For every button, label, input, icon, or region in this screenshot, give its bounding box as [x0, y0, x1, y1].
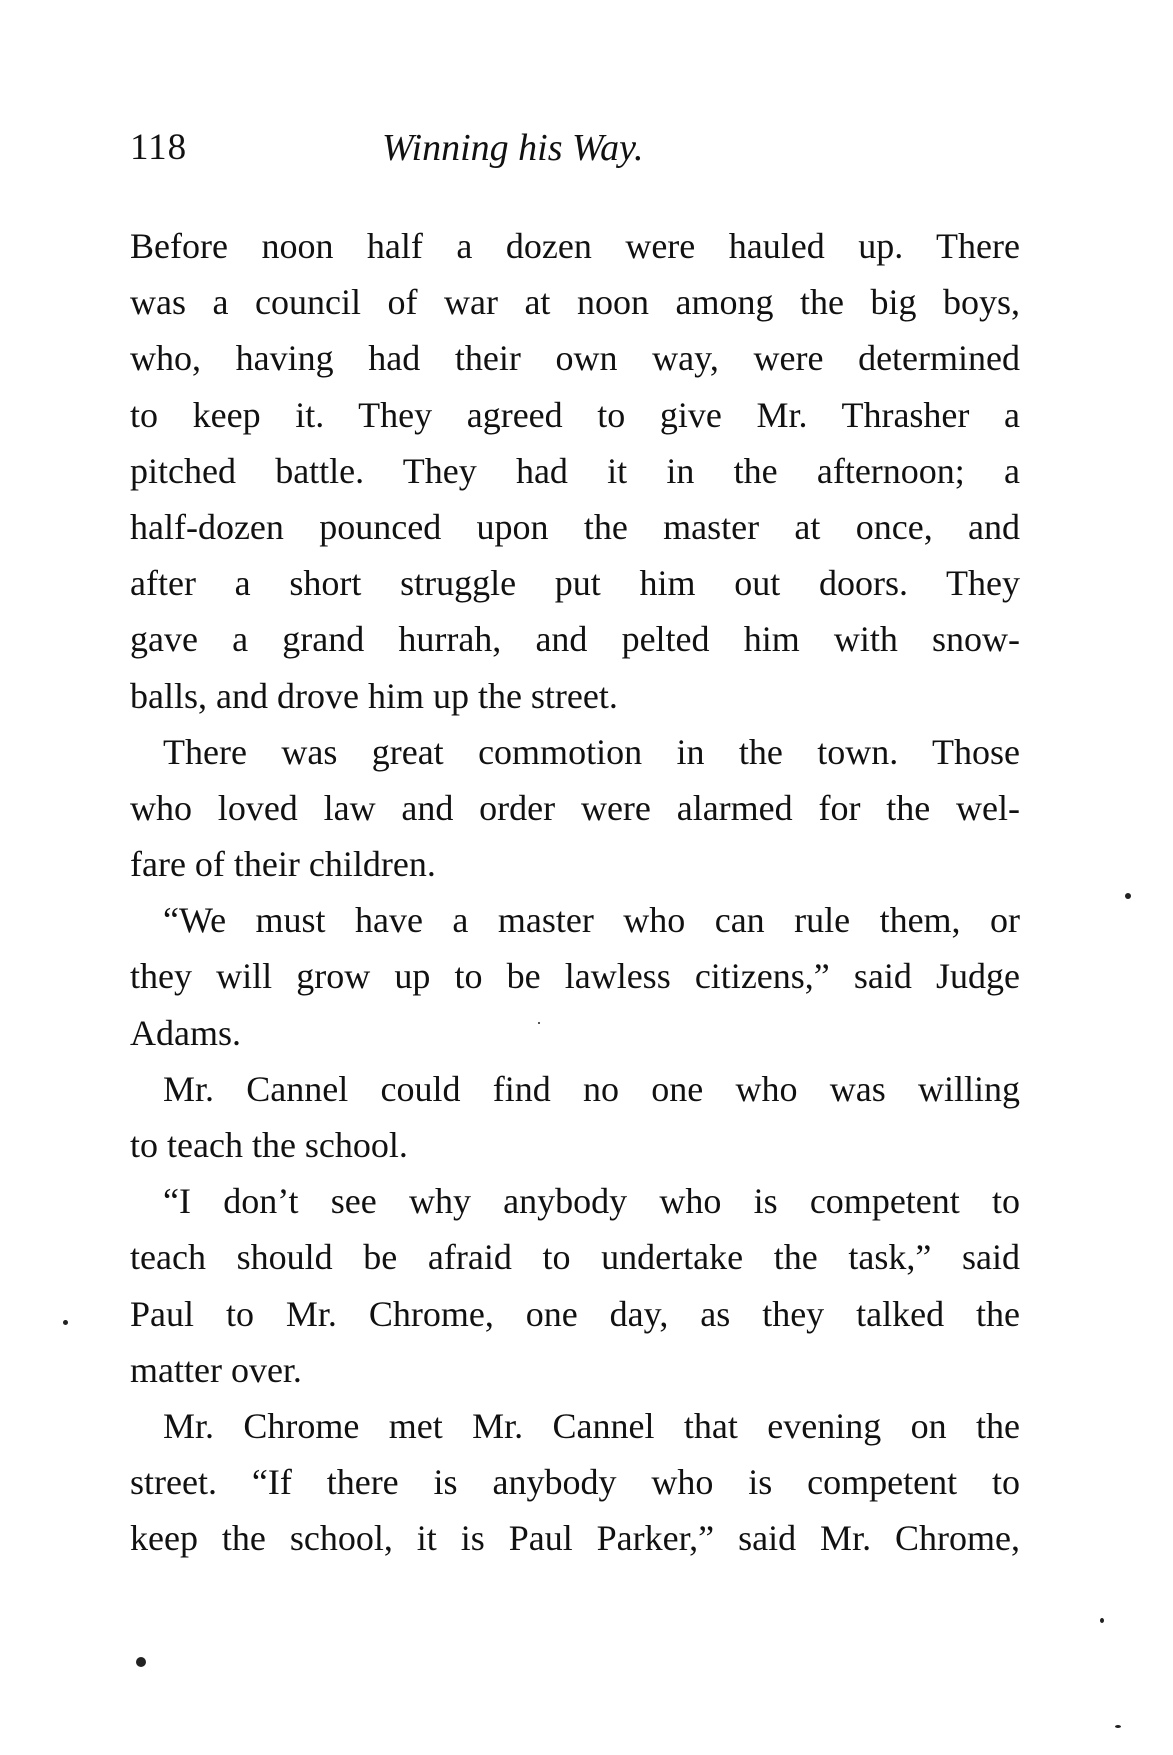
text-line: they will grow up to be lawless citizens,” said Judge	[130, 956, 1020, 997]
body-text	[130, 218, 1020, 1567]
text-line: Mr. Chrome met Mr. Cannel that evening on the	[163, 1405, 1020, 1446]
paragraph	[130, 892, 1020, 1061]
text-line: gave a grand hurrah, and pelted him with snow-	[130, 619, 1020, 660]
scan-speck	[538, 1022, 540, 1024]
text-line: Adams.	[130, 1012, 241, 1053]
text-line: Mr. Cannel could find no one who was willing	[163, 1068, 1020, 1109]
text-line: “I don’t see why anybody who is competent to	[163, 1181, 1020, 1222]
paragraph	[130, 1398, 1020, 1567]
text-line: half-dozen pounced upon the master at once, and	[130, 506, 1020, 547]
text-line: “We must have a master who can rule them, or	[163, 900, 1020, 941]
text-line: matter over.	[130, 1349, 302, 1390]
scan-speck	[63, 1320, 68, 1325]
text-line: street. “If there is anybody who is competent to	[130, 1462, 1020, 1503]
text-line: who, having had their own way, were determined	[130, 338, 1020, 379]
text-line: pitched battle. They had it in the afternoon; a	[130, 450, 1020, 491]
text-line: to keep it. They agreed to give Mr. Thrasher a	[130, 394, 1020, 435]
scan-speck	[136, 1657, 146, 1667]
running-title: Winning his Way.	[382, 127, 644, 169]
scan-speck	[1125, 893, 1131, 899]
text-line: who loved law and order were alarmed for the wel-	[130, 787, 1020, 828]
text-line: keep the school, it is Paul Parker,” said Mr. Chrome,	[130, 1518, 1020, 1559]
text-line: fare of their children.	[130, 844, 436, 885]
paragraph	[130, 724, 1020, 893]
text-line: to teach the school.	[130, 1125, 408, 1165]
text-line: Paul to Mr. Chrome, one day, as they talked the	[130, 1293, 1020, 1334]
page-number: 118	[130, 127, 188, 168]
paragraph	[130, 1061, 1020, 1173]
text-line: was a council of war at noon among the big boys,	[130, 282, 1020, 323]
text-line: balls, and drove him up the street.	[130, 675, 618, 716]
text-line: after a short struggle put him out doors. They	[130, 563, 1020, 604]
text-line: teach should be afraid to undertake the task,” said	[130, 1237, 1020, 1278]
page-header	[130, 126, 1020, 186]
paragraph	[130, 1173, 1020, 1398]
text-line: There was great commotion in the town. Those	[163, 731, 1020, 772]
text-line: Before noon half a dozen were hauled up. There	[130, 226, 1020, 266]
scan-speck	[1115, 1725, 1121, 1728]
scan-speck	[1100, 1618, 1104, 1623]
paragraph	[130, 218, 1020, 724]
